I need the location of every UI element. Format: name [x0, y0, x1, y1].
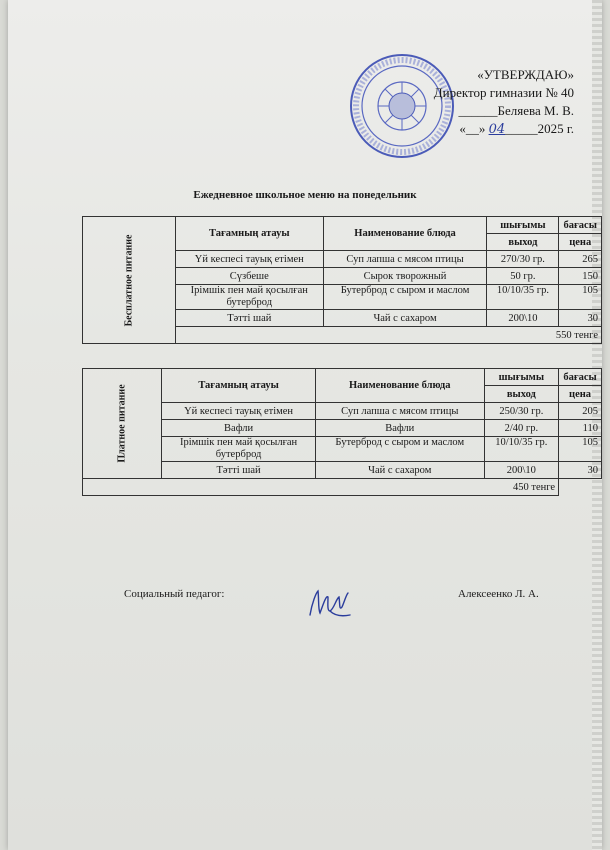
dish-kz: Үй кеспесі тауық етімен — [162, 403, 316, 420]
dish-ru: Сырок творожный — [323, 268, 487, 285]
free-menu-table — [82, 216, 602, 344]
dish-yield: 200\10 — [487, 310, 559, 327]
free-menu-total: 550 тенге — [175, 327, 601, 344]
dish-price: 105 — [559, 437, 602, 462]
approval-date: «__» 04_____2025 г. — [459, 121, 574, 137]
dish-price: 105 — [559, 285, 602, 310]
date-month-handwritten: 04 — [488, 122, 506, 137]
date-year: 2025 г. — [537, 121, 574, 136]
dish-price: 265 — [559, 251, 602, 268]
dish-price: 30 — [559, 462, 602, 479]
header-dish-kz: Тағамның атауы — [175, 217, 323, 251]
paid-menu-side-label: Платное питание — [83, 369, 162, 479]
dish-price: 205 — [559, 403, 602, 420]
dish-price: 110 — [559, 420, 602, 437]
header-yield-ru: выход — [487, 234, 559, 251]
dish-yield: 200\10 — [484, 462, 558, 479]
header-dish-ru: Наименование блюда — [323, 217, 487, 251]
paid-menu-table — [82, 368, 602, 496]
footer-name: Алексеенко Л. А. — [458, 588, 539, 600]
dish-yield: 250/30 гр. — [484, 403, 558, 420]
dish-ru: Вафли — [315, 420, 484, 437]
header-yield-ru: выход — [484, 386, 558, 403]
dish-price: 30 — [559, 310, 602, 327]
header-yield-kz: шығымы — [484, 369, 558, 386]
header-dish-ru: Наименование блюда — [315, 369, 484, 403]
dish-ru: Суп лапша с мясом птицы — [323, 251, 487, 268]
page-title: Ежедневное школьное меню на понедельник — [193, 189, 417, 201]
dish-price: 150 — [559, 268, 602, 285]
dish-ru: Бутерброд с сыром и маслом — [315, 437, 484, 462]
dish-yield: 10/10/35 гр. — [484, 437, 558, 462]
free-menu-side-label: Бесплатное питание — [83, 217, 176, 344]
dish-ru: Чай с сахаром — [315, 462, 484, 479]
dish-kz: Вафли — [162, 420, 316, 437]
paid-menu-total: 450 тенге — [83, 479, 559, 496]
dish-yield: 10/10/35 гр. — [487, 285, 559, 310]
approval-block — [334, 66, 574, 139]
approval-heading: «УТВЕРЖДАЮ» — [477, 67, 574, 82]
approval-name: Беляева М. В. — [497, 103, 574, 118]
signature-handwritten — [306, 585, 354, 621]
dish-yield: 2/40 гр. — [484, 420, 558, 437]
header-yield-kz: шығымы — [487, 217, 559, 234]
dish-yield: 50 гр. — [487, 268, 559, 285]
dish-ru: Суп лапша с мясом птицы — [315, 403, 484, 420]
dish-kz: Ірімшік пен май қосылған бутерброд — [175, 285, 323, 310]
dish-kz: Тәтті шай — [175, 310, 323, 327]
header-price-kz: бағасы — [559, 217, 602, 234]
dish-ru: Чай с сахаром — [323, 310, 487, 327]
dish-yield: 270/30 гр. — [487, 251, 559, 268]
approval-name-line: ______Беляева М. В. — [458, 103, 574, 118]
header-price-ru: цена — [559, 386, 602, 403]
header-dish-kz: Тағамның атауы — [162, 369, 316, 403]
header-price-kz: бағасы — [559, 369, 602, 386]
dish-kz: Үй кеспесі тауық етімен — [175, 251, 323, 268]
approval-position: Директор гимназии № 40 — [433, 85, 574, 100]
dish-kz: Тәтті шай — [162, 462, 316, 479]
footer-role: Социальный педагог: — [124, 588, 225, 600]
document-page — [8, 0, 602, 850]
dish-ru: Бутерброд с сыром и маслом — [323, 285, 487, 310]
dish-kz: Ірімшік пен май қосылған бутерброд — [162, 437, 316, 462]
date-quote: » — [478, 121, 486, 136]
dish-kz: Сүзбеше — [175, 268, 323, 285]
header-price-ru: цена — [559, 234, 602, 251]
